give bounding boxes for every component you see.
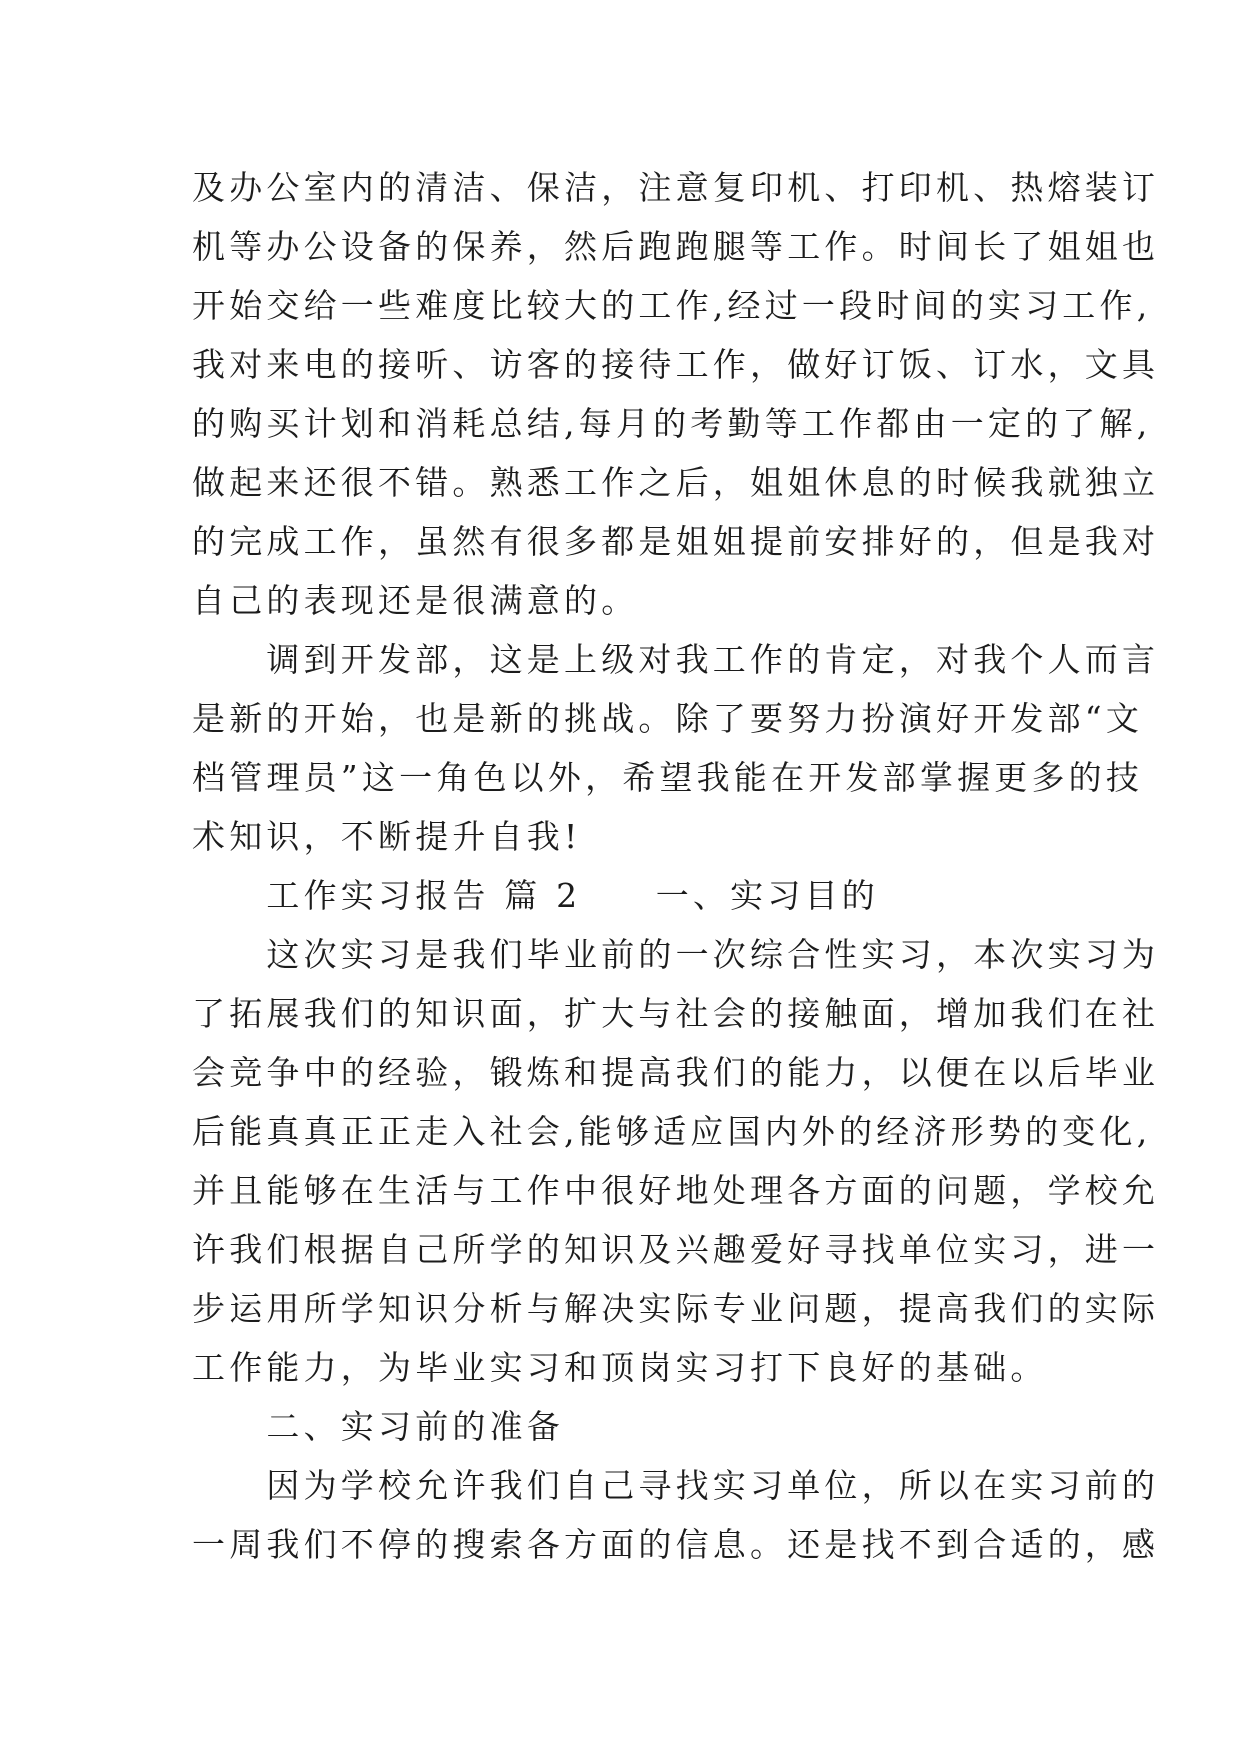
text-line: 一周我们不停的搜索各方面的信息。还是找不到合适的，感 [192,1525,1160,1564]
text-line: 调到开发部，这是上级对我工作的肯定，对我个人而言 [192,640,1160,679]
text-line: 许我们根据自己所学的知识及兴趣爱好寻找单位实习，进一 [192,1230,1160,1269]
text-line: 开始交给一些难度比较大的工作,经过一段时间的实习工作, [192,286,1152,325]
section-heading-line: 二、实习前的准备 [192,1407,564,1446]
text-line: 并且能够在生活与工作中很好地处理各方面的问题，学校允 [192,1171,1160,1210]
section-heading-line: 工作实习报告 篇 2 一、实习目的 [192,876,879,915]
text-line: 这次实习是我们毕业前的一次综合性实习，本次实习为 [192,935,1160,974]
text-line: 会竞争中的经验，锻炼和提高我们的能力，以便在以后毕业 [192,1053,1160,1092]
text-line: 的购买计划和消耗总结,每月的考勤等工作都由一定的了解, [192,404,1152,443]
text-line: 术知识，不断提升自我! [192,817,582,856]
text-line: 步运用所学知识分析与解决实际专业问题，提高我们的实际 [192,1289,1160,1328]
text-line: 工作能力，为毕业实习和顶岗实习打下良好的基础。 [192,1348,1048,1387]
text-line: 我对来电的接听、访客的接待工作，做好订饭、订水，文具 [192,345,1160,384]
text-line: 做起来还很不错。熟悉工作之后，姐姐休息的时候我就独立 [192,463,1160,502]
text-line: 是新的开始，也是新的挑战。除了要努力扮演好开发部“文 [192,699,1144,738]
text-line: 及办公室内的清洁、保洁，注意复印机、打印机、热熔装订 [192,168,1160,207]
text-line: 的完成工作，虽然有很多都是姐姐提前安排好的，但是我对 [192,522,1160,561]
document-body [192,158,1160,1574]
text-line: 了拓展我们的知识面，扩大与社会的接触面，增加我们在社 [192,994,1160,1033]
text-line: 机等办公设备的保养，然后跑跑腿等工作。时间长了姐姐也 [192,227,1160,266]
text-line: 档管理员”这一角色以外，希望我能在开发部掌握更多的技 [192,758,1144,797]
text-line: 因为学校允许我们自己寻找实习单位，所以在实习前的 [192,1466,1160,1505]
text-line: 自己的表现还是很满意的。 [192,581,639,620]
text-line: 后能真真正正走入社会,能够适应国内外的经济形势的变化, [192,1112,1152,1151]
